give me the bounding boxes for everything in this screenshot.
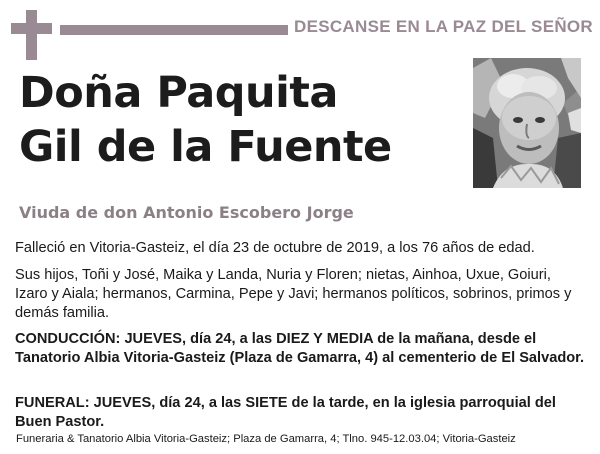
deceased-name xyxy=(19,66,392,174)
header-title: DESCANSE EN LA PAZ DEL SEÑOR xyxy=(294,17,594,36)
cross-horizontal-bar xyxy=(11,23,52,34)
funeral-home-footer: Funeraria & Tanatorio Albia Vitoria-Gasteiz; Plaza de Gamarra, 4; Tlno. 945-12.03.04; Vitoria-Gasteiz xyxy=(16,433,516,445)
name-line-2: Gil de la Fuente xyxy=(19,122,392,172)
portrait-photo xyxy=(473,58,581,188)
family-list: Sus hijos, Toñi y José, Maika y Landa, Nuria y Floren; nietas, Ainhoa, Uxue, Goiuri, Izaro y Aiala; hermanos, Carmina, Pepe y Javi; hermanos políticos, sobrinos, primos y demás familia. xyxy=(15,267,572,321)
name-line-1: Doña Paquita xyxy=(19,68,338,118)
cross-vertical-bar xyxy=(26,10,37,60)
conduccion-notice: CONDUCCIÓN: JUEVES, día 24, a las DIEZ Y MEDIA de la mañana, desde el Tanatorio Albia Vitoria-Gasteiz (Plaza de Gamarra, 4) al cementerio de El Salvador. xyxy=(15,331,585,366)
portrait-image xyxy=(473,58,581,188)
funeral-notice: FUNERAL: JUEVES, día 24, a las SIETE de la tarde, en la iglesia parroquial del Buen Pastor. xyxy=(15,395,556,430)
widow-subtitle: Viuda de don Antonio Escobero Jorge xyxy=(19,203,354,222)
header-rule xyxy=(60,25,288,35)
death-notice: Falleció en Vitoria-Gasteiz, el día 23 de octubre de 2019, a los 76 años de edad. xyxy=(15,240,535,256)
